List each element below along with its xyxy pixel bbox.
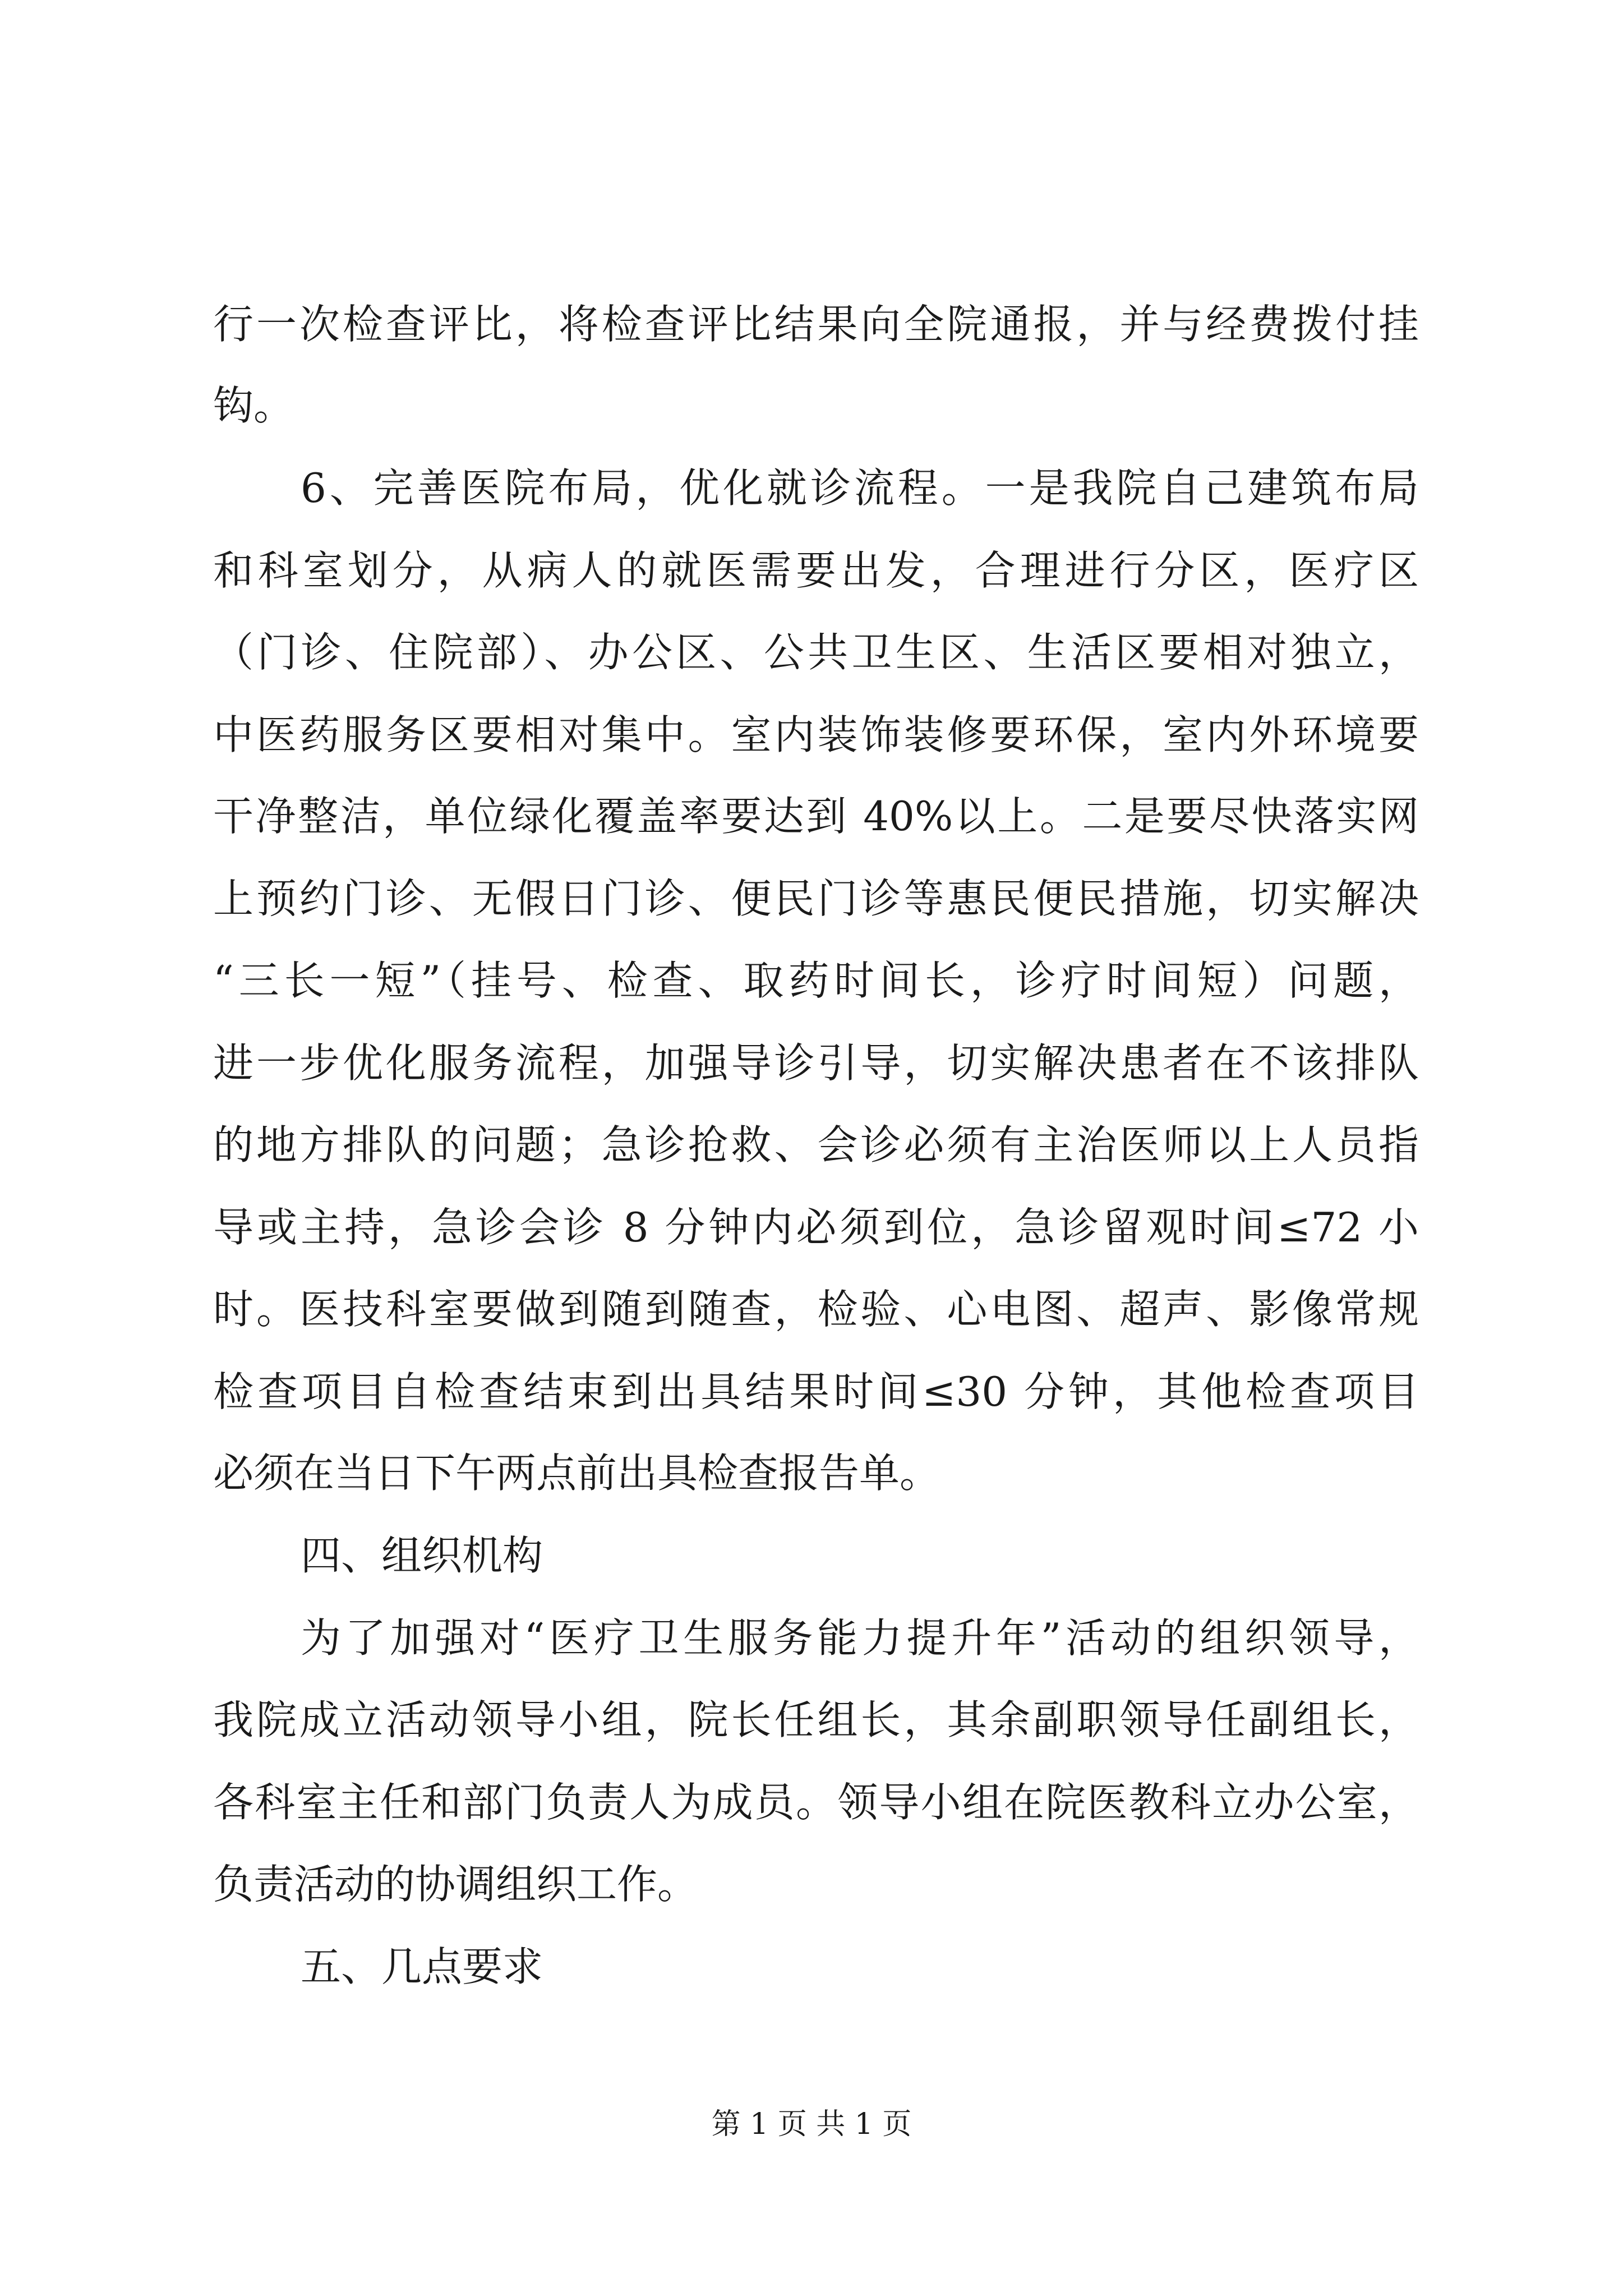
body-text-line: 行一次检查评比，将检查评比结果向全院通报，并与经费拨付挂 [213, 301, 1419, 348]
body-text-line: 各科室主任和部门负责人为成员。领导小组在院医教科立办公室， [213, 1779, 1419, 1826]
body-text-line: 中医药服务区要相对集中。室内装饰装修要环保，室内外环境要 [213, 711, 1419, 758]
body-text-line: “三长一短”（挂号、检查、取药时间长，诊疗时间短）问题， [213, 957, 1419, 1004]
page-footer: 第 1 页 共 1 页 [711, 2108, 912, 2141]
body-text-line: 我院成立活动领导小组，院长任组长，其余副职领导任副组长， [213, 1696, 1419, 1743]
body-text-line: 钩。 [213, 382, 294, 429]
body-text-line: 为了加强对“医疗卫生服务能力提升年”活动的组织领导， [301, 1614, 1419, 1662]
body-text-line: （门诊、住院部）、办公区、公共卫生区、生活区要相对独立， [213, 629, 1419, 676]
body-text-line: 检查项目自检查结束到出具结果时间≤30 分钟，其他检查项目 [213, 1368, 1419, 1415]
body-text-line: 上预约门诊、无假日门诊、便民门诊等惠民便民措施，切实解决 [213, 875, 1419, 922]
body-text-line: 必须在当日下午两点前出具检查报告单。 [213, 1450, 940, 1497]
body-text-line: 进一步优化服务流程，加强导诊引导，切实解决患者在不该排队 [213, 1039, 1419, 1087]
section-heading: 四、组织机构 [301, 1532, 543, 1579]
body-text-line: 6、完善医院布局，优化就诊流程。一是我院自己建筑布局 [301, 464, 1419, 512]
body-text-line: 导或主持，急诊会诊 8 分钟内必须到位，急诊留观时间≤72 小 [213, 1204, 1419, 1251]
body-text-line: 时。医技科室要做到随到随查，检验、心电图、超声、影像常规 [213, 1286, 1419, 1333]
section-heading: 五、几点要求 [301, 1943, 543, 1990]
body-text-line: 和科室划分，从病人的就医需要出发，合理进行分区，医疗区 [213, 547, 1419, 594]
body-text-line: 负责活动的协调组织工作。 [213, 1861, 698, 1908]
body-text-line: 的地方排队的问题；急诊抢救、会诊必须有主治医师以上人员指 [213, 1121, 1419, 1168]
body-text-line: 干净整洁，单位绿化覆盖率要达到 40%以上。二是要尽快落实网 [213, 793, 1419, 840]
